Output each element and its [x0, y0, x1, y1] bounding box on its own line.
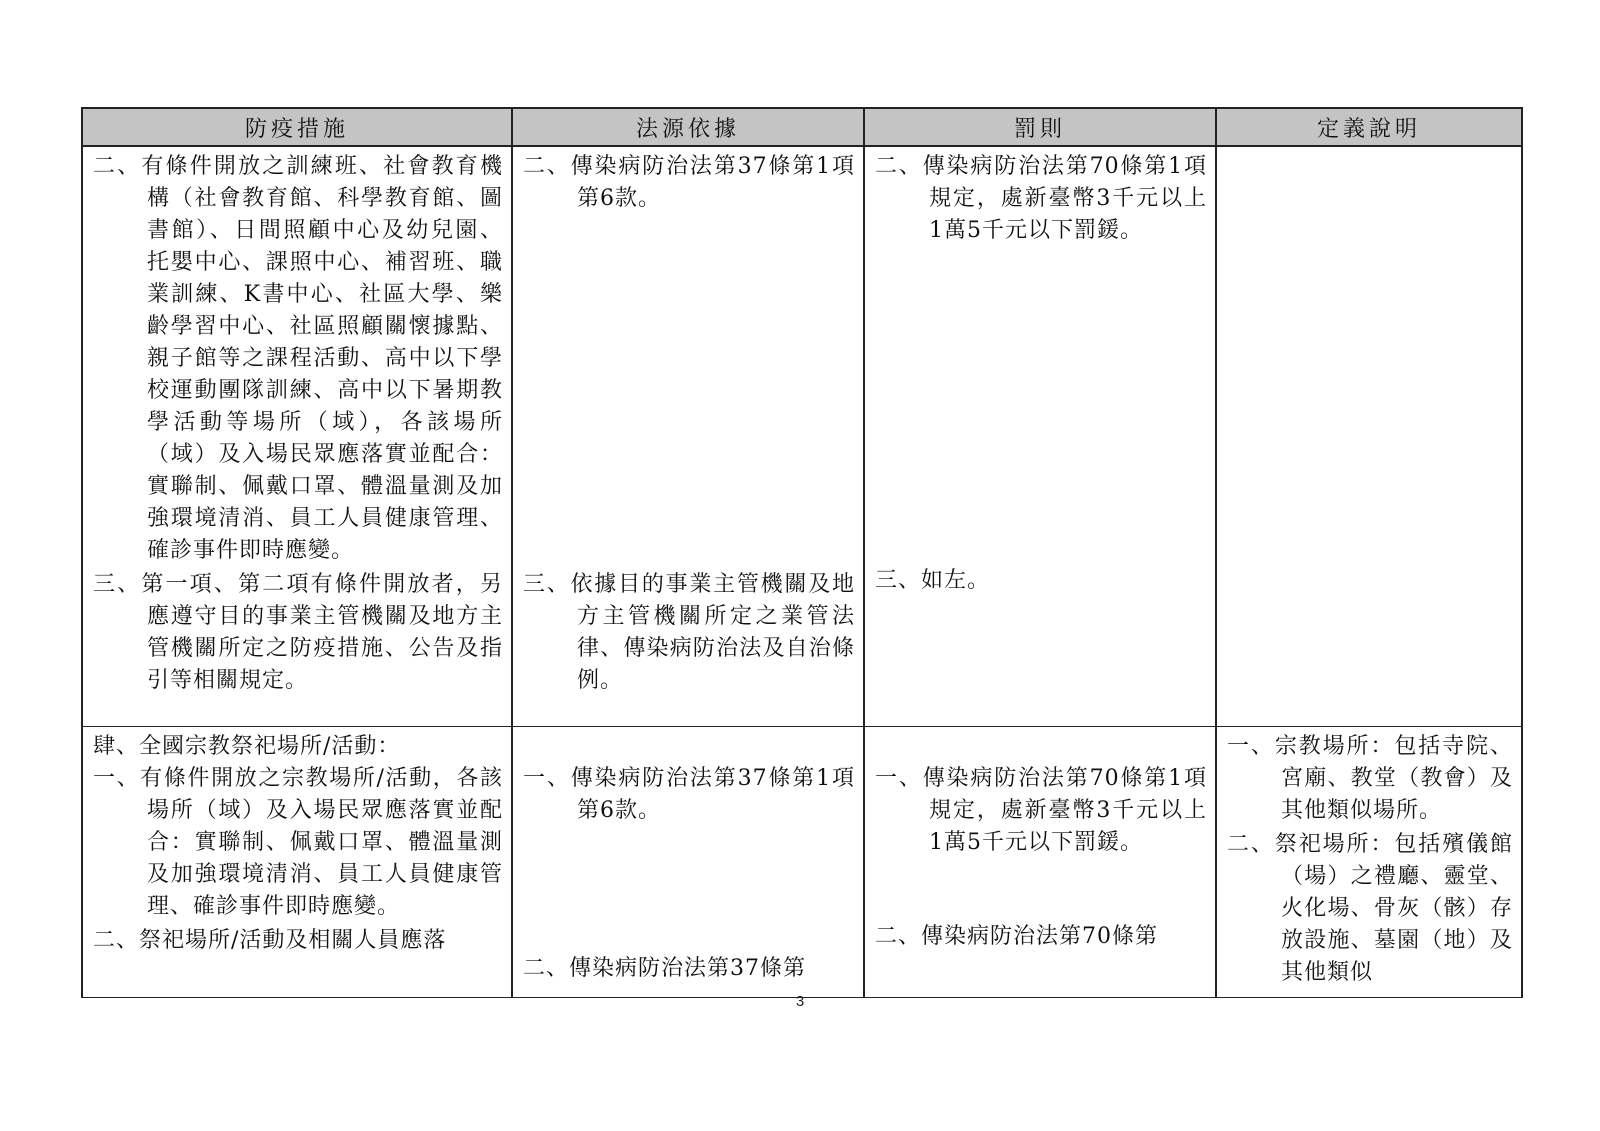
cell-definition: [1216, 726, 1522, 997]
cell-penalty: [864, 726, 1216, 997]
penalty-item: 三、如左。: [875, 568, 991, 593]
cell-penalty: [864, 146, 1216, 726]
header-penalty: 罰則: [864, 108, 1216, 146]
legal-item: 三、依據目的事業主管機關及地方主管機關所定之業管法律、傳染病防治法及自治條例。: [523, 572, 855, 693]
cell-legal-basis: [512, 146, 864, 726]
measure-item: 二、有條件開放之訓練班、社會教育機構（社會教育館、科學教育館、圖書館）、日間照顧中心及幼兒園、托嬰中心、課照中心、補習班、職業訓練、K書中心、社區大學、樂齡學習中心、社區照顧關懷據點、親子館等之課程活動、高中以下學校運動團隊訓練、高中以下暑期教學活動等場所（域），各該場所（域）及入場民眾應落實並配合：實聯制、佩戴口罩、體溫量測及加強環境清消、員工人員健康管理、確診事件即時應變。: [93, 154, 503, 563]
table-row: [82, 146, 1522, 726]
penalty-item: 二、傳染病防治法第70條第: [875, 923, 1158, 949]
cell-measures: [82, 726, 512, 997]
table-header-row: [82, 108, 1522, 146]
cell-definition: [1216, 146, 1522, 726]
legal-item: 二、傳染病防治法第37條第: [523, 955, 806, 981]
table-row: [82, 726, 1522, 997]
header-definition: 定義說明: [1216, 108, 1522, 146]
header-legal-basis: 法源依據: [512, 108, 864, 146]
definition-item: 一、宗教場所：包括寺院、宮廟、教堂（教會）及其他類似場所。: [1227, 733, 1513, 823]
legal-item: 二、傳染病防治法第37條第1項第6款。: [523, 154, 855, 211]
penalty-item: 一、傳染病防治法第70條第1項規定，處新臺幣3千元以上1萬5千元以下罰鍰。: [875, 765, 1207, 855]
measure-item: 一、有條件開放之宗教場所/活動，各該場所（域）及入場民眾應落實並配合：實聯制、佩戴口罩、體溫量測及加強環境清消、員工人員健康管理、確診事件即時應變。: [93, 765, 503, 919]
cell-legal-basis: [512, 726, 864, 997]
legal-item: 一、傳染病防治法第37條第1項第6款。: [523, 765, 855, 823]
definition-item: 二、祭祀場所：包括殯儀館（場）之禮廳、靈堂、火化場、骨灰（骸）存放設施、墓園（地）及其他類似: [1227, 831, 1513, 985]
measure-item: 三、第一項、第二項有條件開放者，另應遵守目的事業主管機關及地方主管機關所定之防疫措施、公告及指引等相關規定。: [93, 572, 503, 693]
section-heading: 肆、全國宗教祭祀場所/活動：: [93, 733, 401, 759]
measure-item: 二、祭祀場所/活動及相關人員應落: [93, 927, 447, 953]
header-measures: 防疫措施: [82, 108, 512, 146]
penalty-item: 二、傳染病防治法第70條第1項規定，處新臺幣3千元以上1萬5千元以下罰鍰。: [875, 154, 1207, 243]
regulation-table: [81, 107, 1523, 998]
page-number: 3: [795, 993, 805, 1010]
cell-measures: [82, 146, 512, 726]
